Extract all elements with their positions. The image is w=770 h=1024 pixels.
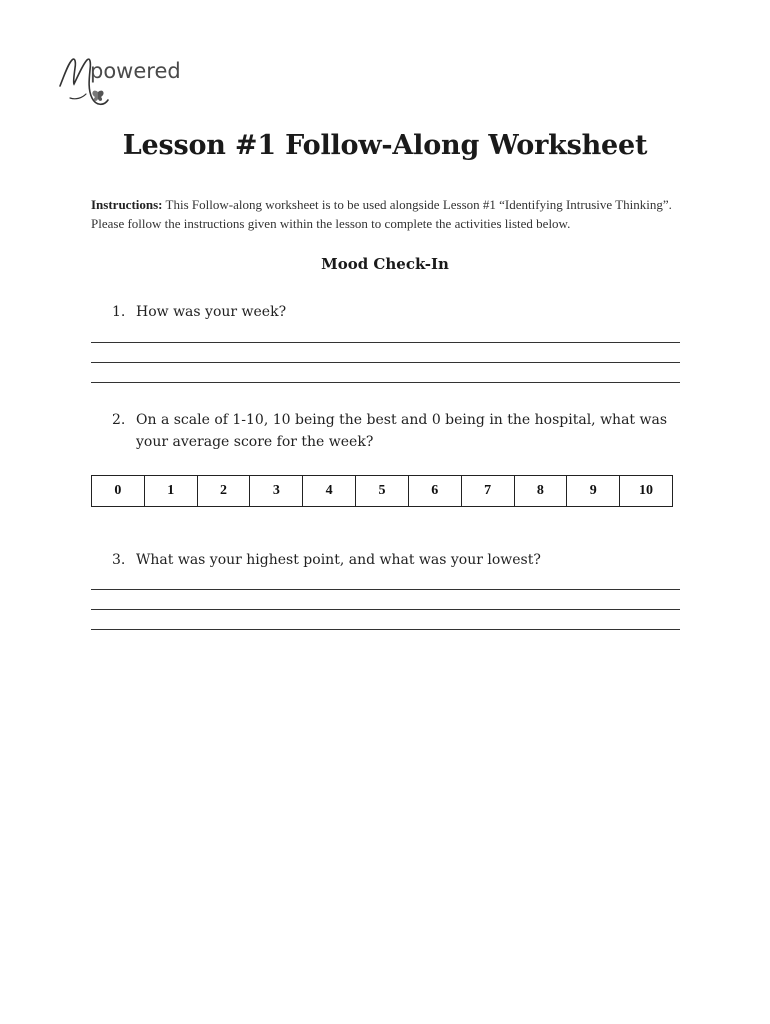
question-number: 2. (112, 412, 126, 428)
question-number: 1. (112, 304, 126, 320)
scale-option-10[interactable]: 10 (639, 483, 654, 498)
answer-line[interactable] (91, 342, 680, 343)
question-text: On a scale of 1-10, 10 being the best and 0 being in the hospital, what was your average score for the week? (136, 412, 668, 450)
scale-option-1[interactable]: 1 (145, 476, 198, 506)
scale-option-0[interactable]: 0 (92, 476, 145, 506)
answer-line[interactable] (91, 382, 680, 383)
instructions-text: This Follow-along worksheet is to be used alongside Lesson #1 “Identifying Intrusive Thinking”. Please follow the instructions given within the lesson to complete the activities listed below. (91, 197, 672, 231)
question-text: What was your highest point, and what was your lowest? (136, 552, 541, 568)
answer-line[interactable] (91, 629, 680, 630)
scale-option-5[interactable]: 5 (356, 476, 409, 506)
question-3 (112, 549, 672, 571)
answer-line[interactable] (91, 589, 680, 590)
answer-line[interactable] (91, 609, 680, 610)
scale-option-4[interactable]: 4 (303, 476, 356, 506)
scale-option-3[interactable]: 3 (250, 476, 303, 506)
question-2 (112, 409, 672, 453)
scale-option-7[interactable]: 7 (462, 476, 515, 506)
mpowered-logo (56, 54, 186, 118)
butterfly-icon (92, 91, 103, 101)
instructions-label: Instructions: (91, 197, 163, 212)
section-heading: Mood Check-In (321, 255, 449, 273)
question-1 (112, 301, 672, 323)
question-number: 3. (112, 552, 126, 568)
answer-line[interactable] (91, 362, 680, 363)
instructions-paragraph (91, 195, 691, 233)
scale-option-9[interactable]: 9 (567, 476, 620, 506)
rating-scale (91, 475, 673, 507)
scale-option-6[interactable]: 6 (409, 476, 462, 506)
logo-graphic (56, 54, 186, 118)
logo-text: powered (90, 59, 181, 83)
scale-option-8[interactable]: 8 (515, 476, 568, 506)
scale-option-2[interactable]: 2 (198, 476, 251, 506)
question-text: How was your week? (136, 304, 287, 320)
page-title: Lesson #1 Follow-Along Worksheet (122, 130, 648, 161)
